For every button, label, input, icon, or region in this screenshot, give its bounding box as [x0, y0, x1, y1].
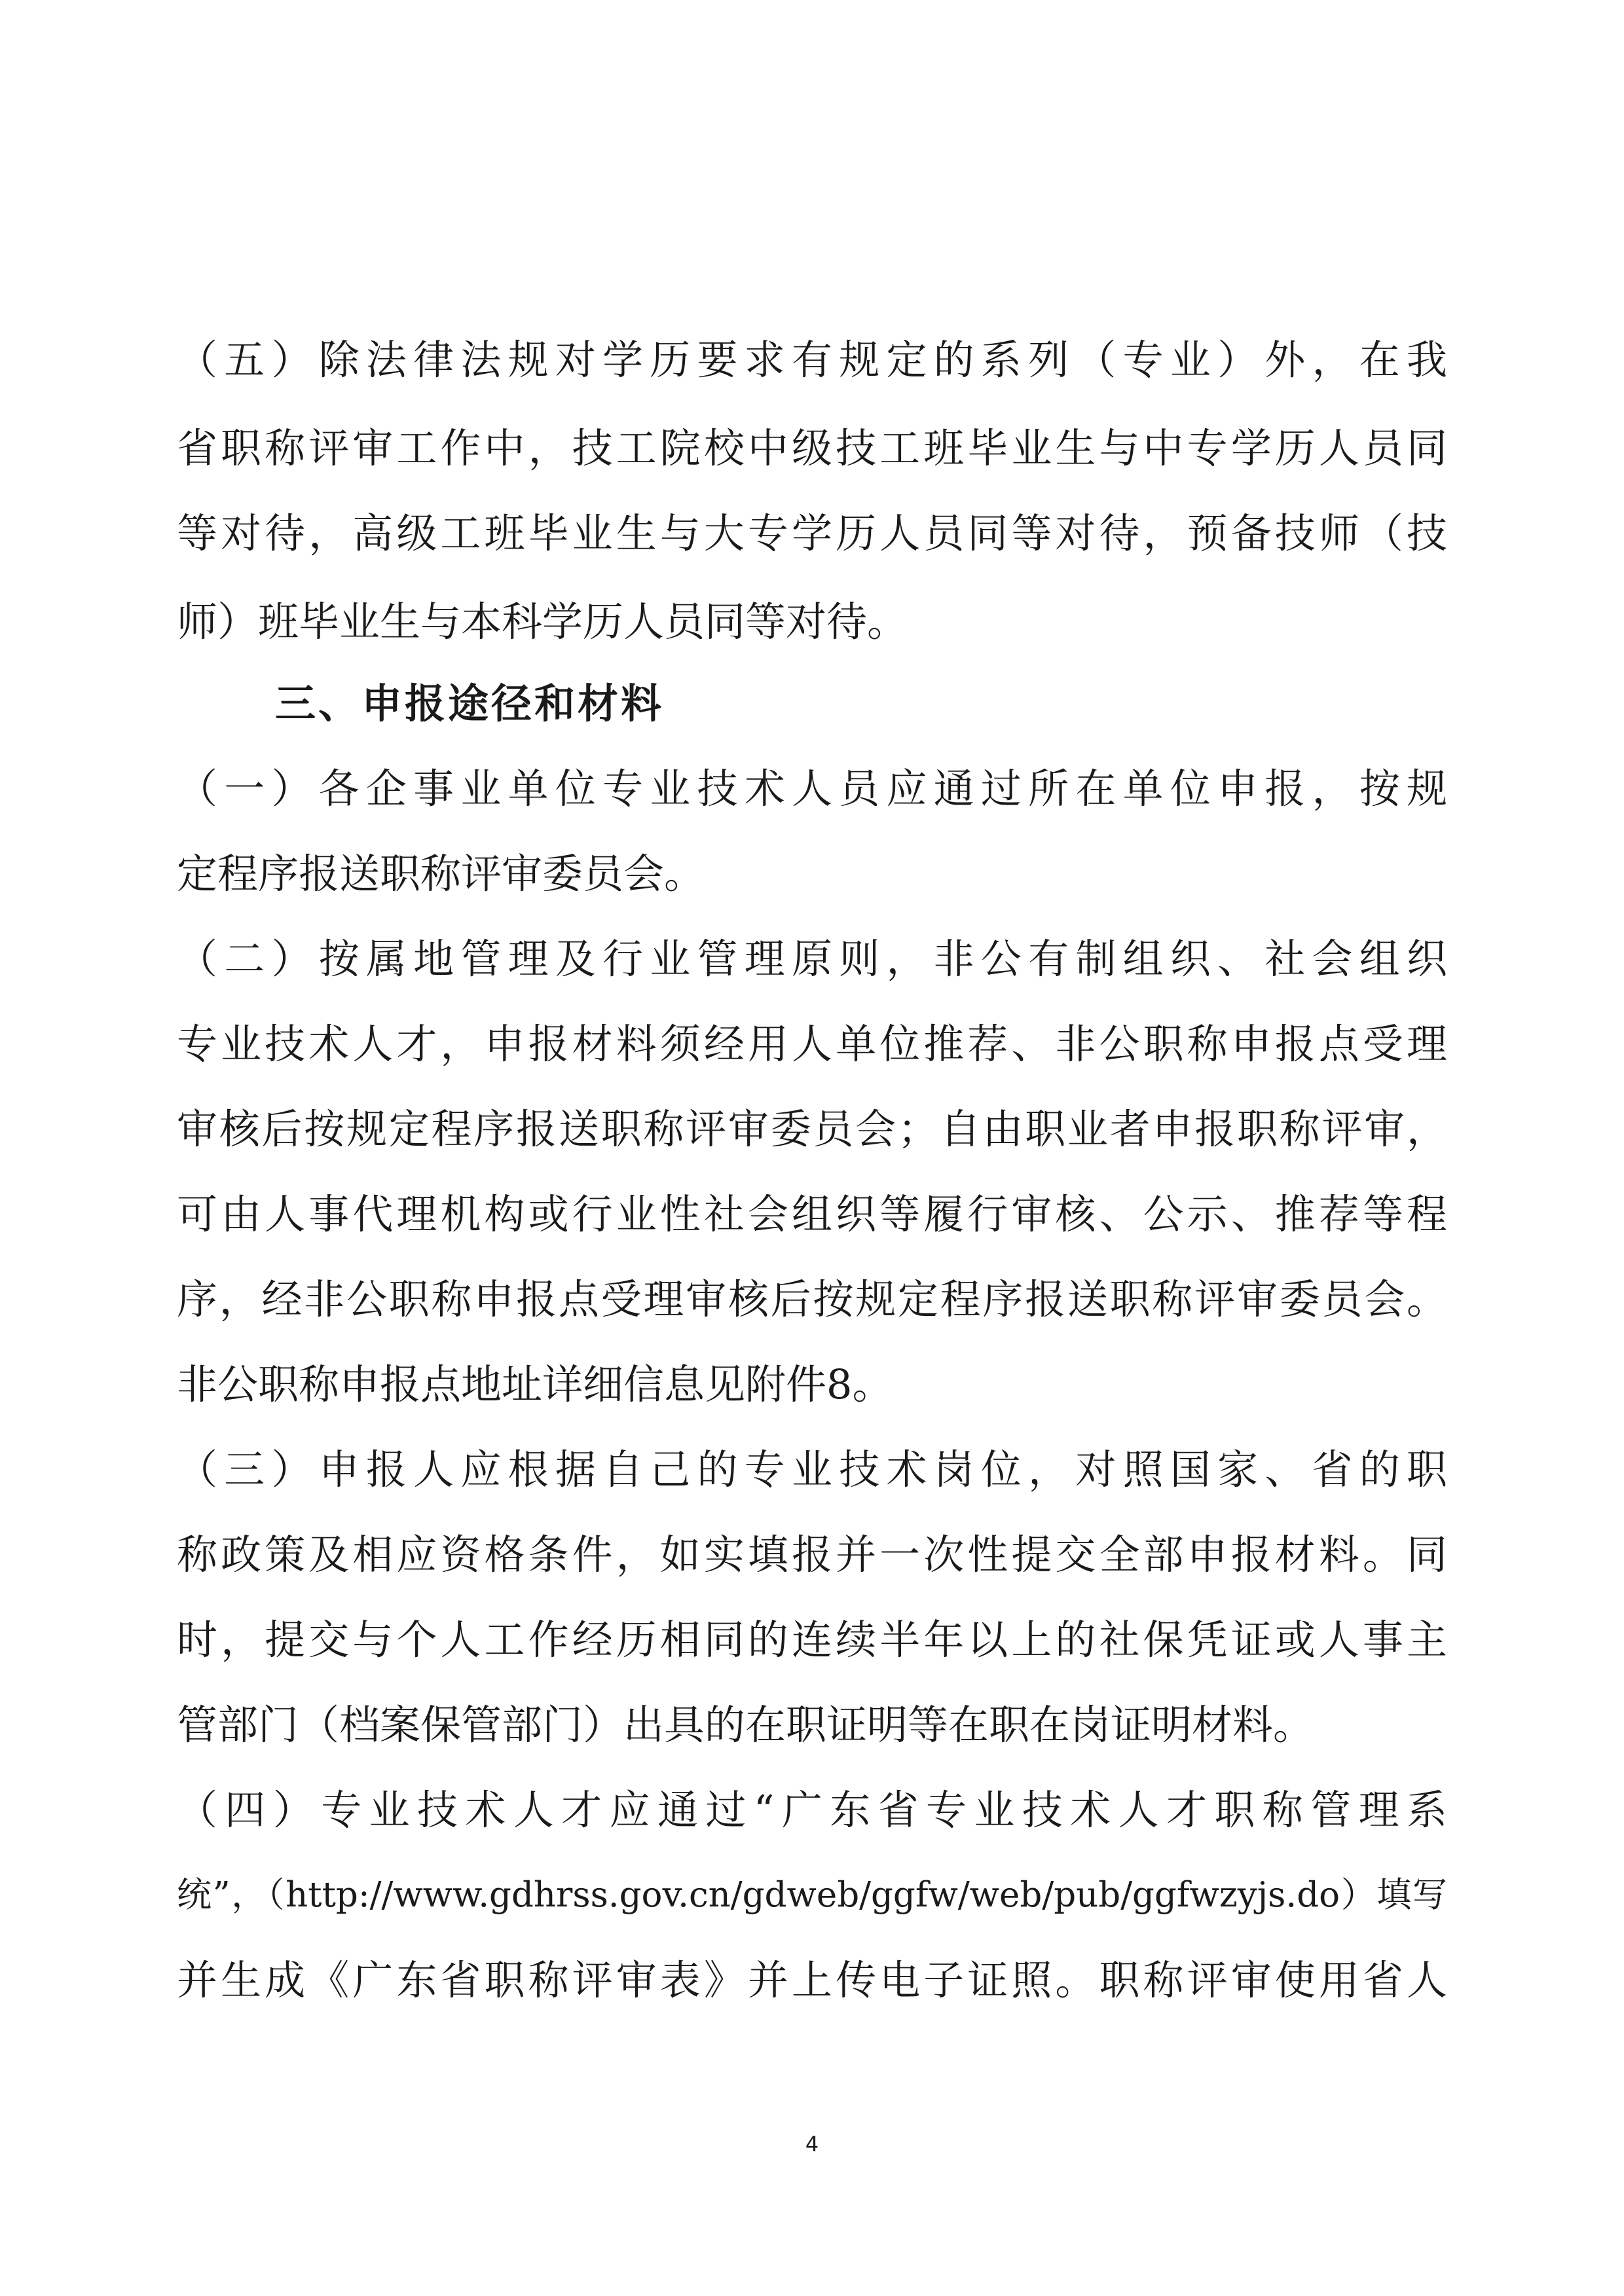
paragraph-5-line-2: 省职称评审工作中，技工院校中级技工班毕业生与中专学历人员同 — [177, 424, 1447, 472]
paragraph-3-line-3: 时，提交与个人工作经历相同的连续半年以上的社保凭证或人事主 — [177, 1616, 1447, 1664]
paragraph-4-line-1: （四）专业技术人才应通过“广东省专业技术人才职称管理系 — [177, 1786, 1447, 1834]
paragraph-2-line-5: 序，经非公职称申报点受理审核后按规定程序报送职称评审委员会。 — [177, 1275, 1447, 1323]
paragraph-4-line-3: 并生成《广东省职称评审表》并上传电子证照。职称评审使用省人 — [177, 1956, 1447, 2004]
paragraph-2-line-6: 非公职称申报点地址详细信息见附件8。 — [177, 1360, 893, 1408]
paragraph-2-line-3: 审核后按规定程序报送职称评审委员会；自由职业者申报职称评审， — [177, 1105, 1447, 1153]
section-heading: 三、申报途径和材料 — [275, 680, 665, 727]
paragraph-5-line-1: （五）除法律法规对学历要求有规定的系列（专业）外，在我 — [177, 336, 1447, 384]
paragraph-3-line-1: （三）申报人应根据自己的专业技术岗位，对照国家、省的职 — [177, 1446, 1447, 1493]
paragraph-1-line-2: 定程序报送职称评审委员会。 — [177, 850, 705, 898]
paragraph-3-line-2: 称政策及相应资格条件，如实填报并一次性提交全部申报材料。同 — [177, 1531, 1447, 1578]
paragraph-5-line-3: 等对待，高级工班毕业生与大专学历人员同等对待，预备技师（技 — [177, 509, 1447, 557]
paragraph-2-line-1: （二）按属地管理及行业管理原则，非公有制组织、社会组织 — [177, 935, 1447, 983]
page-number: 4 — [805, 2132, 819, 2157]
paragraph-3-line-4: 管部门（档案保管部门）出具的在职证明等在职在岗证明材料。 — [177, 1701, 1314, 1749]
paragraph-2-line-4: 可由人事代理机构或行业性社会组织等履行审核、公示、推荐等程 — [177, 1190, 1447, 1238]
paragraph-1-line-1: （一）各企事业单位专业技术人员应通过所在单位申报，按规 — [177, 765, 1447, 812]
paragraph-4-line-2: 统”，（http://www.gdhrss.gov.cn/gdweb/ggfw/web/pub/ggfwzyjs.do）填写 — [177, 1875, 1447, 1915]
paragraph-5-line-4: 师）班毕业生与本科学历人员同等对待。 — [177, 598, 908, 646]
paragraph-2-line-2: 专业技术人才，申报材料须经用人单位推荐、非公职称申报点受理 — [177, 1020, 1447, 1068]
